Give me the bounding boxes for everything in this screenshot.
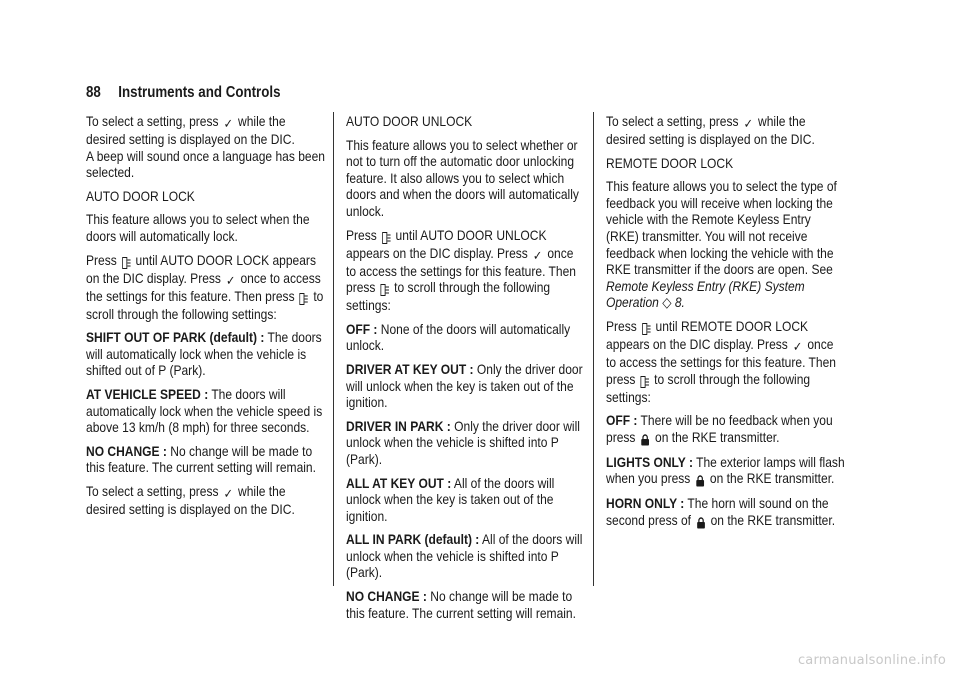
outro-paragraph [86,483,325,518]
option-text: The doors will automatically lock when the vehicle speed is above 13 km/h (8 mph) for three seconds. [86,385,323,436]
option-label: NO CHANGE : [86,442,167,459]
text: while the desired setting is displayed on the DIC. [86,113,295,147]
option-text: No change will be made to this feature. The current setting will remain. [86,442,316,476]
option-text: The horn will sound on the second press of [606,495,829,528]
setting-option [346,418,585,468]
option-text: Only the driver door will unlock when the vehicle is shifted into P (Park). [346,417,580,467]
option-label: LIGHTS ONLY : [606,453,693,470]
lock-icon [695,475,704,488]
instruction-paragraph [86,252,325,323]
setting-option [86,386,325,436]
option-label: DRIVER IN PARK : [346,417,451,434]
option-label: ALL AT KEY OUT : [346,474,452,491]
vehicle-settings-icon [642,323,651,336]
intro-paragraph [606,113,845,148]
reference-arrow-icon: ◇ [662,294,672,311]
beep-note: A beep will sound once a language has been selected. [86,147,325,181]
text: Press [606,317,637,334]
setting-heading: REMOTE DOOR LOCK [606,154,734,171]
option-text: The doors will automatically lock when the vehicle is shifted out of P (Park). [86,329,322,379]
text: until AUTO DOOR LOCK appears on the DIC display. Press [86,251,316,286]
option-label: SHIFT OUT OF PARK (default) : [86,329,265,346]
text: to scroll through the following settings: [346,279,551,314]
text: to scroll through the following settings: [606,370,811,405]
text: To select a setting, press [86,113,219,129]
vehicle-settings-icon [381,284,390,297]
reference-page: 8. [674,294,685,311]
setting-heading: AUTO DOOR LOCK [86,187,195,204]
option-text: on the RKE transmitter. [710,511,836,528]
text: To select a setting, press [606,113,739,129]
cross-reference-link[interactable]: Remote Keyless Entry (RKE) System Operation [606,277,805,311]
option-text: No change will be made to this feature. The current setting will remain. [346,588,576,621]
page-header [86,84,774,102]
option-text: All of the doors will unlock when the vehicle is shifted into P (Park). [346,531,583,581]
text: once to access the settings for this feature. Then press [606,335,837,387]
setting-description [606,178,845,311]
checkmark-icon: ✓ [743,117,753,132]
option-text: None of the doors will automatically unlock. [346,320,571,354]
intro-paragraph [86,113,325,148]
setting-option [346,531,585,581]
option-label: DRIVER AT KEY OUT : [346,360,474,377]
vehicle-settings-icon [122,257,131,270]
lock-icon [641,434,650,447]
checkmark-icon: ✓ [226,273,236,289]
text: until REMOTE DOOR LOCK appears on the DIC display. Press [606,317,809,352]
option-label: NO CHANGE : [346,588,427,605]
column-2 [346,113,585,628]
column-3 [606,113,845,537]
watermark: carmanualsonline.info [797,653,946,668]
option-label: AT VEHICLE SPEED : [86,385,209,402]
vehicle-settings-icon [382,232,391,245]
setting-description: This feature allows you to select whether or not to turn off the automatic door unlocking feature. It also allows you to select which doors and when the doors will automatically unlock. [346,136,579,219]
text: Press [86,251,117,268]
text: To select a setting, press [86,482,219,499]
text: until AUTO DOOR UNLOCK appears on the DIC display. Press [346,226,547,261]
text: once to access the settings for this feature. Then press [346,244,577,296]
setting-option [86,329,325,379]
setting-option [606,454,845,489]
instruction-paragraph [606,318,845,405]
option-text: on the RKE transmitter. [655,428,780,445]
setting-option [346,361,585,411]
column-1 [86,113,325,525]
checkmark-icon: ✓ [792,339,803,355]
vehicle-settings-icon [300,293,309,306]
text: while the desired setting is displayed on the DIC. [606,113,815,147]
setting-option [346,475,585,525]
column-divider [333,112,334,586]
option-text: There will be no feedback when you press [606,412,833,445]
option-text: on the RKE transmitter. [709,470,835,487]
option-label: ALL IN PARK (default) : [346,531,480,548]
setting-option [346,588,585,621]
setting-option [86,443,325,476]
instruction-paragraph [346,227,585,314]
checkmark-icon: ✓ [223,486,233,502]
text: Press [346,226,377,243]
option-text: Only the driver door will unlock when the key is taken out of the ignition. [346,360,583,411]
option-label: OFF : [346,320,378,337]
option-text: All of the doors will unlock when the key is taken out of the ignition. [346,474,555,524]
lock-icon [696,517,705,530]
page-number: 88 [86,84,101,101]
option-label: HORN ONLY : [606,495,685,512]
option-label: OFF : [606,412,638,429]
section-title: Instruments and Controls [118,84,281,101]
option-text: The exterior lamps will flash when you press [606,453,845,487]
checkmark-icon: ✓ [532,248,543,264]
text: This feature allows you to select the type of feedback you will receive when locking the vehicle with the Remote Keyless Entry (RKE) transmitter. You will not receive feedback when locking the vehicle with the RKE transmitter if the doors are open. See [606,178,837,278]
setting-heading: AUTO DOOR UNLOCK [346,113,473,129]
text: once to access the settings for this feature. Then press [86,269,321,304]
vehicle-settings-icon [641,376,650,389]
setting-option [606,495,845,530]
text: while the desired setting is displayed on the DIC. [86,482,295,517]
column-divider [593,112,594,586]
setting-option [346,321,585,354]
setting-description: This feature allows you to select when the doors will automatically lock. [86,211,310,244]
checkmark-icon: ✓ [223,117,233,132]
setting-option [606,412,845,447]
text: to scroll through the following settings: [86,287,324,322]
